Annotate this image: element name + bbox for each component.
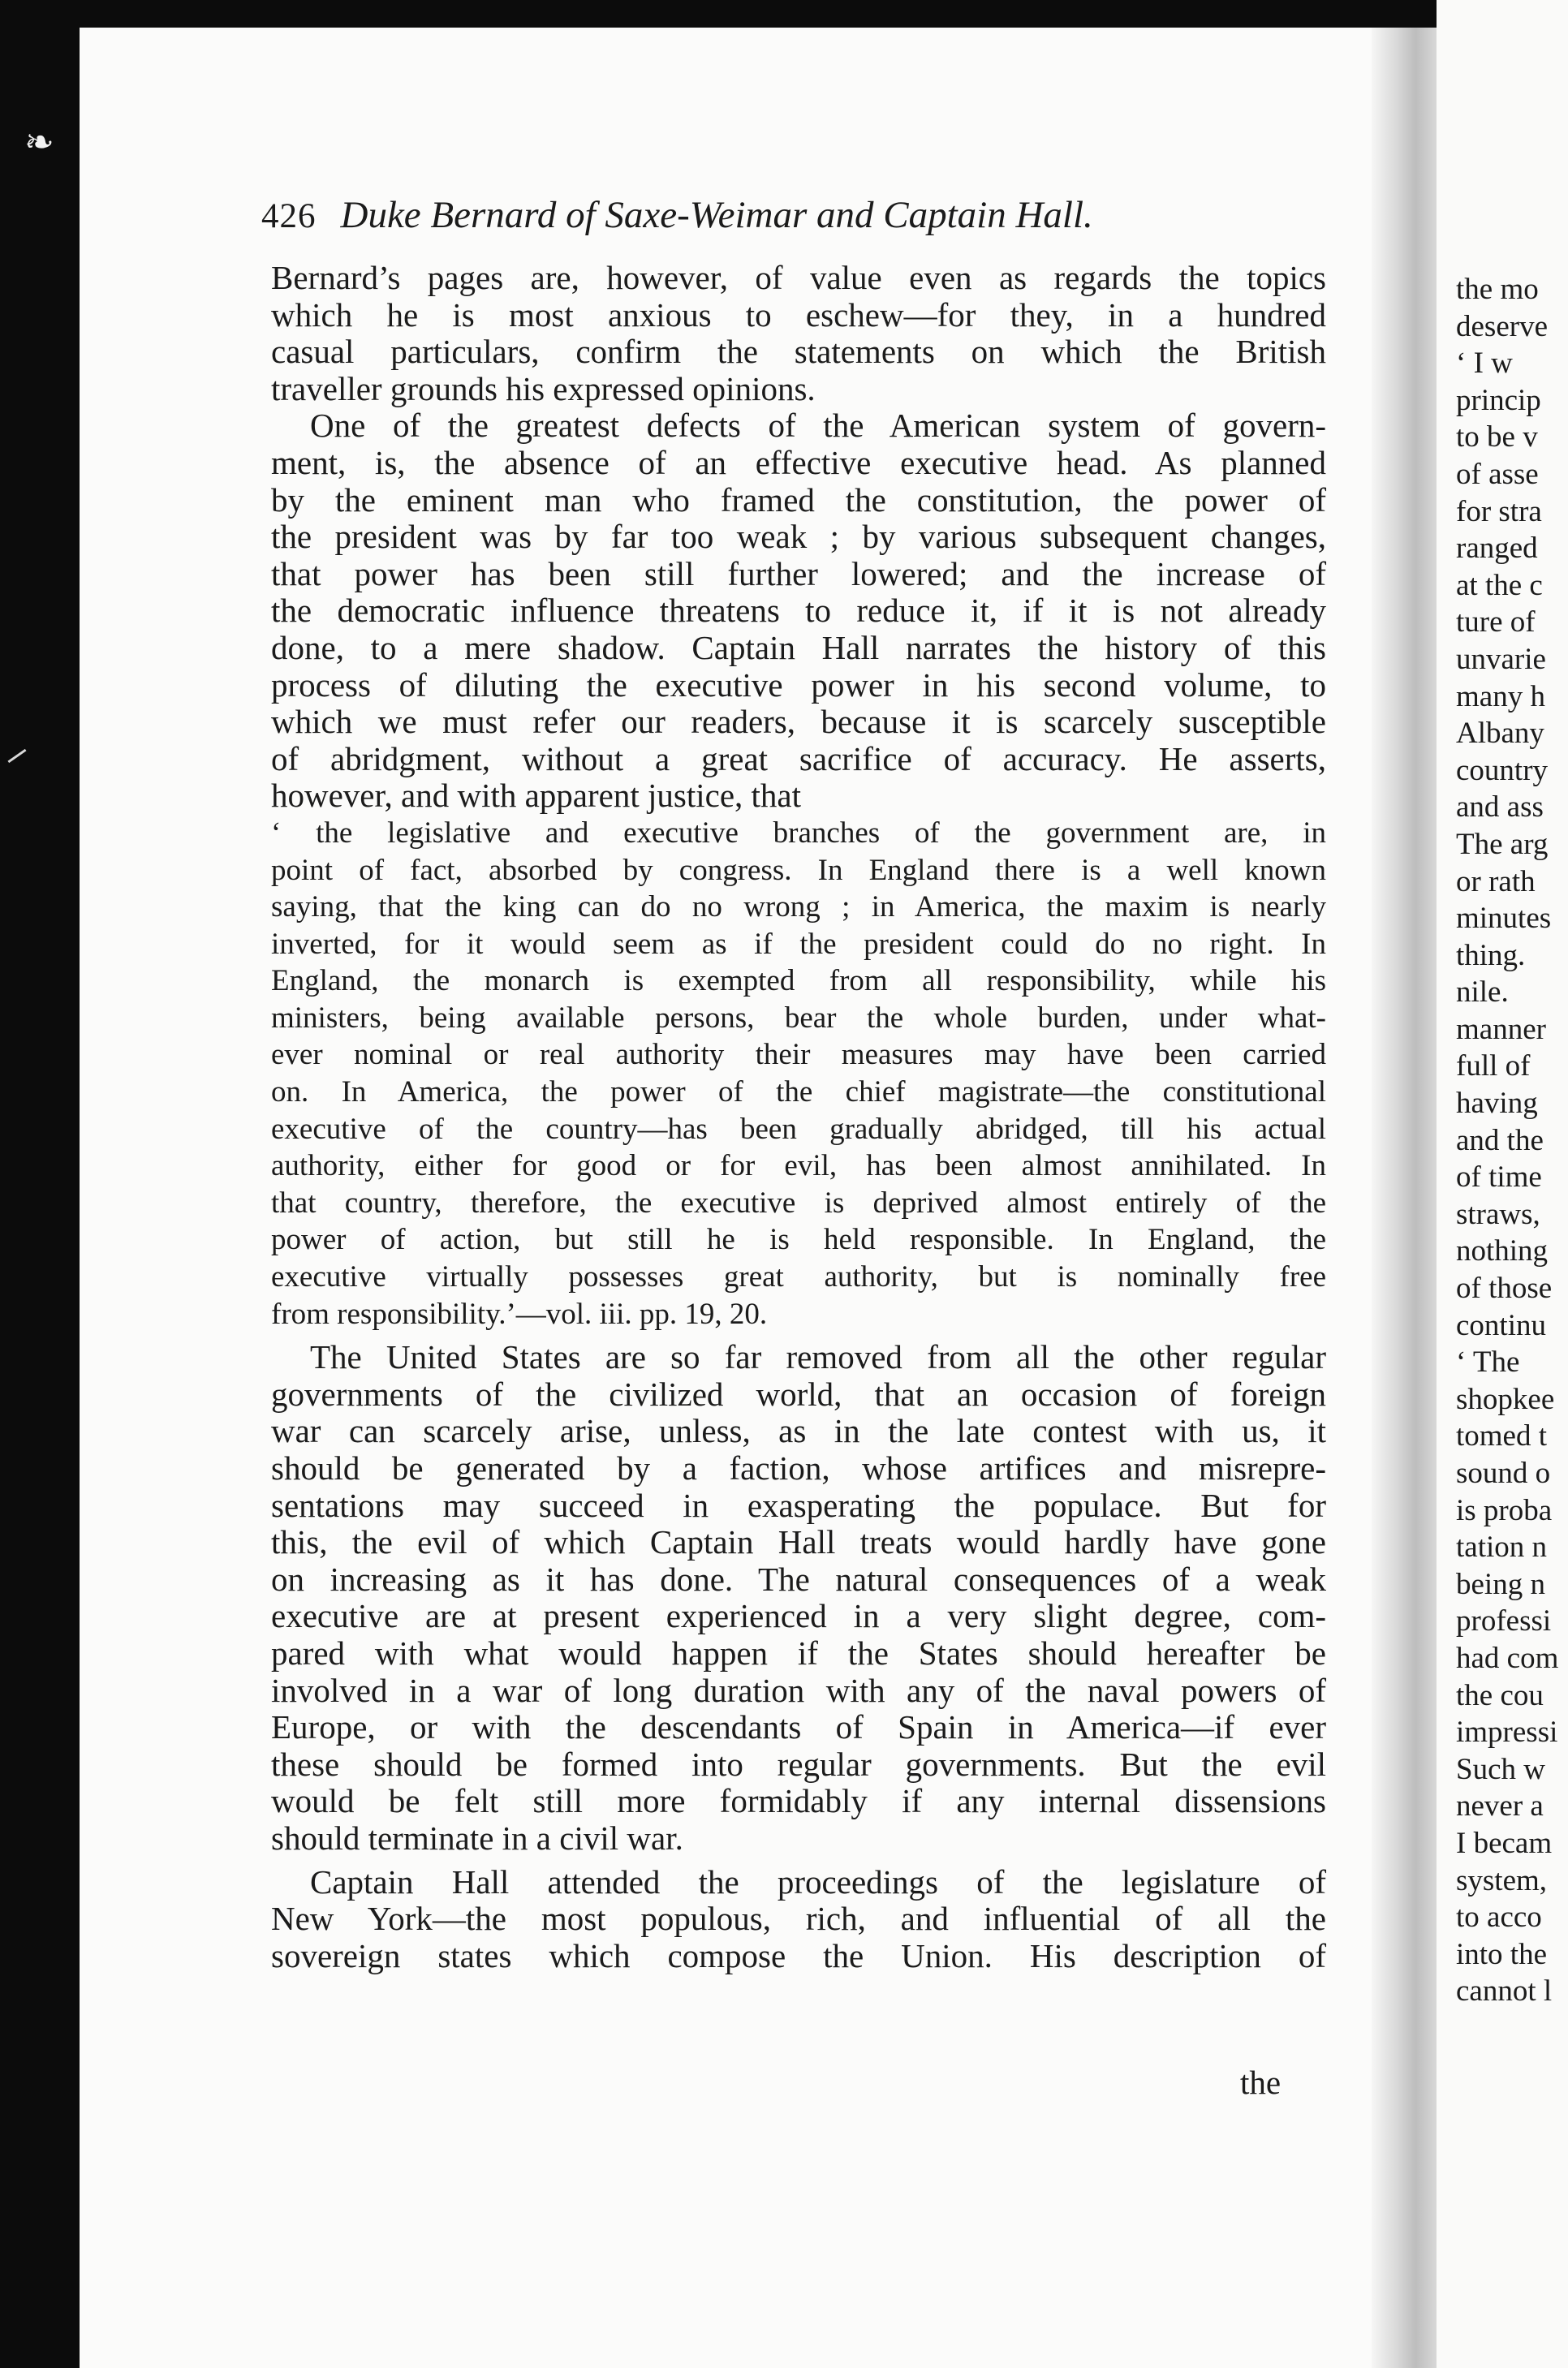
- paragraph: [271, 1339, 1326, 1857]
- text-line: the president was by far too weak ; by various subsequent changes,: [271, 518, 1326, 556]
- next-page-line-fragment: unvarie: [1456, 642, 1546, 676]
- text-line: on. In America, the power of the chief magistrate—the constitutional: [271, 1075, 1326, 1109]
- next-page-line-fragment: to acco: [1456, 1901, 1542, 1935]
- text-line: casual particulars, confirm the statements on which the British: [271, 333, 1326, 371]
- next-page-line-fragment: ture of: [1456, 605, 1536, 639]
- text-line: the democratic influence threatens to reduce it, if it is not already: [271, 592, 1326, 630]
- text-line: ment, is, the absence of an effective executive head. As planned: [271, 443, 1326, 481]
- paragraph: [271, 260, 1326, 407]
- text-line: authority, either for good or for evil, has been almost annihilated. In: [271, 1149, 1326, 1183]
- next-page-line-fragment: is proba: [1456, 1493, 1553, 1527]
- text-line: executive of the country—has been gradually abridged, till his actual: [271, 1112, 1326, 1146]
- next-page-line-fragment: or rath: [1456, 864, 1536, 898]
- text-line: which he is most anxious to eschew—for they, in a hundred: [271, 295, 1326, 334]
- text-line: inverted, for it would seem as if the president could do no right. In: [271, 927, 1326, 961]
- next-page-line-fragment: had com: [1456, 1641, 1559, 1675]
- next-page-line-fragment: manner: [1456, 1012, 1546, 1046]
- next-page-line-fragment: continu: [1456, 1308, 1546, 1342]
- next-page-line-fragment: I becam: [1456, 1826, 1553, 1860]
- next-page-line-fragment: tation n: [1456, 1531, 1548, 1565]
- text-line: England, the monarch is exempted from all responsibility, while his: [271, 964, 1326, 998]
- text-line: executive virtually possesses great authority, but is nominally free: [271, 1260, 1326, 1294]
- next-page-line-fragment: shopkee: [1456, 1382, 1555, 1416]
- next-page-line-fragment: Such w: [1456, 1752, 1545, 1786]
- text-line: ministers, being available persons, bear the whole burden, under what-: [271, 1001, 1326, 1035]
- text-line: these should be formed into regular governments. But the evil: [271, 1745, 1326, 1783]
- next-page-line-fragment: deserve: [1456, 309, 1548, 343]
- text-line: governments of the civilized world, that an occasion of foreign: [271, 1375, 1326, 1413]
- next-page-line-fragment: for stra: [1456, 494, 1542, 528]
- running-title: Duke Bernard of Saxe-Weimar and Captain Hall.: [340, 194, 1093, 236]
- text-line: war can scarcely arise, unless, as in the late contest with us, it: [271, 1412, 1326, 1450]
- text-line: Bernard’s pages are, however, of value even as regards the topics: [271, 259, 1326, 296]
- next-page-line-fragment: country: [1456, 753, 1549, 787]
- next-page-line-fragment: the cou: [1456, 1678, 1544, 1712]
- next-page-line-fragment: tomed t: [1456, 1419, 1548, 1453]
- next-page-line-fragment: ranged: [1456, 532, 1538, 566]
- text-line: New York—the most populous, rich, and influential of all the: [271, 1900, 1326, 1938]
- text-line: Captain Hall attended the proceedings of the legislature of: [310, 1862, 1326, 1901]
- text-line: point of fact, absorbed by congress. In England there is a well known: [271, 853, 1326, 887]
- page-body: [271, 260, 1326, 1974]
- text-line: that power has been still further lowered; and the increase of: [271, 554, 1326, 592]
- text-line: saying, that the king can do no wrong ; in America, the maxim is nearly: [271, 890, 1326, 924]
- next-page-line-fragment: of those: [1456, 1272, 1553, 1306]
- page-gutter: [1372, 28, 1445, 2368]
- next-page-line-fragment: never a: [1456, 1789, 1544, 1823]
- text-line: ever nominal or real authority their measures may have been carried: [271, 1038, 1326, 1072]
- paragraph: [271, 1864, 1326, 1975]
- next-page-line-fragment: ‘ I w: [1456, 347, 1513, 381]
- next-page-line-fragment: many h: [1456, 679, 1545, 713]
- next-page-line-fragment: Albany: [1456, 717, 1544, 751]
- text-line: should terminate in a civil war.: [271, 1819, 683, 1857]
- paragraph: [271, 407, 1326, 815]
- next-page-line-fragment: having: [1456, 1087, 1538, 1121]
- text-line: pared with what would happen if the States should hereafter be: [271, 1634, 1326, 1672]
- text-line: traveller grounds his expressed opinions.: [271, 369, 816, 407]
- next-page-line-fragment: into the: [1456, 1937, 1548, 1971]
- next-page-line-fragment: system,: [1456, 1863, 1548, 1897]
- text-line: by the eminent man who framed the constitution, the power of: [271, 480, 1326, 519]
- running-header: [261, 193, 1333, 250]
- next-page-line-fragment: professi: [1456, 1604, 1552, 1638]
- next-page-text: [1456, 271, 1558, 2010]
- block-quote: [271, 815, 1326, 1333]
- next-page-line-fragment: and the: [1456, 1123, 1544, 1157]
- text-line: One of the greatest defects of the American system of govern-: [310, 407, 1326, 445]
- next-page-line-fragment: cannot l: [1456, 1974, 1553, 2008]
- next-page-line-fragment: the mo: [1456, 273, 1539, 306]
- text-line: Europe, or with the descendants of Spain in America—if ever: [271, 1708, 1326, 1746]
- text-line: that country, therefore, the executive is deprived almost entirely of the: [271, 1186, 1326, 1220]
- next-page-line-fragment: The arg: [1456, 827, 1549, 861]
- text-line: this, the evil of which Captain Hall treats would hardly have gone: [271, 1523, 1326, 1561]
- next-page-line-fragment: and ass: [1456, 790, 1544, 824]
- margin-ornament-icon: ❧: [24, 123, 54, 162]
- text-line: which we must refer our readers, because it is scarcely susceptible: [271, 703, 1326, 741]
- text-line: from responsibility.’—vol. iii. pp. 19, 20.: [271, 1297, 768, 1331]
- text-line: on increasing as it has done. The natural consequences of a weak: [271, 1560, 1326, 1598]
- text-line: involved in a war of long duration with any of the naval powers of: [271, 1671, 1326, 1709]
- catchword: the: [1240, 2064, 1282, 2101]
- text-line: power of action, but still he is held responsible. In England, the: [271, 1223, 1326, 1257]
- next-page-line-fragment: thing.: [1456, 938, 1526, 972]
- page-number: 426: [261, 197, 317, 235]
- next-page-line-fragment: ‘ The: [1456, 1345, 1520, 1380]
- next-page-line-fragment: to be v: [1456, 420, 1538, 454]
- text-line: should be generated by a faction, whose artifices and misrepre-: [271, 1449, 1326, 1487]
- next-page-line-fragment: of asse: [1456, 457, 1539, 491]
- next-page-line-fragment: at the c: [1456, 568, 1543, 602]
- next-page-line-fragment: nothing: [1456, 1234, 1549, 1268]
- next-page-line-fragment: nile.: [1456, 975, 1509, 1010]
- text-line: executive are at present experienced in a very slight degree, com-: [271, 1597, 1326, 1635]
- next-page-line-fragment: straws,: [1456, 1197, 1540, 1231]
- next-page-line-fragment: being n: [1456, 1567, 1545, 1601]
- text-line: of abridgment, without a great sacrifice of accuracy. He asserts,: [271, 739, 1326, 777]
- margin-mark: [7, 749, 26, 763]
- text-line: process of diluting the executive power in his second volume, to: [271, 665, 1326, 704]
- text-line: sentations may succeed in exasperating the populace. But for: [271, 1486, 1326, 1524]
- text-line: The United States are so far removed from all the other regular: [310, 1338, 1326, 1376]
- next-page-line-fragment: impressi: [1456, 1716, 1558, 1750]
- next-page-edge: [1437, 0, 1568, 2368]
- text-line: however, and with apparent justice, that: [271, 777, 801, 815]
- next-page-line-fragment: of time: [1456, 1160, 1542, 1195]
- text-line: would be felt still more formidably if any internal dissensions: [271, 1782, 1326, 1820]
- text-line: done, to a mere shadow. Captain Hall narrates the history of this: [271, 628, 1326, 666]
- next-page-line-fragment: minutes: [1456, 902, 1552, 936]
- text-line: sovereign states which compose the Union. His description of: [271, 1936, 1326, 1974]
- text-line: ‘ the legislative and executive branches of the government are, in: [271, 816, 1326, 850]
- next-page-line-fragment: princip: [1456, 383, 1541, 417]
- next-page-line-fragment: full of: [1456, 1049, 1531, 1083]
- next-page-line-fragment: sound o: [1456, 1457, 1551, 1490]
